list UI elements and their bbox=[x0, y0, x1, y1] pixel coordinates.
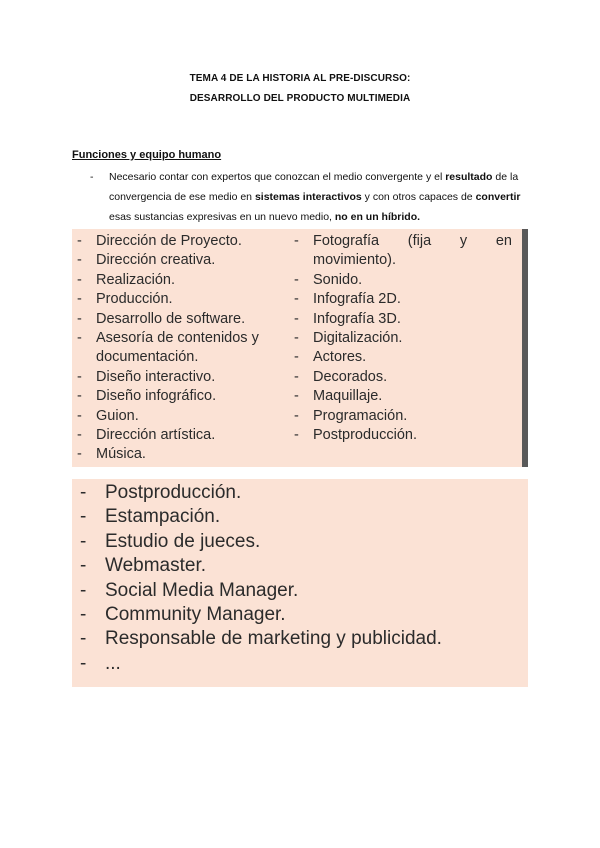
additional-roles-panel bbox=[72, 479, 528, 687]
intro-bold-convertir: convertir bbox=[475, 191, 521, 203]
document-title-line-2: DESARROLLO DEL PRODUCTO MULTIMEDIA bbox=[189, 93, 411, 104]
list-item: - ... bbox=[80, 652, 121, 674]
list-item-continuation: movimiento). bbox=[313, 252, 396, 269]
list-item: - Programación. bbox=[294, 407, 408, 424]
intro-bold-sistemas: sistemas interactivos bbox=[254, 191, 362, 203]
list-item: - Postproducción. bbox=[294, 427, 417, 444]
list-item: - Asesoría de contenidos y bbox=[77, 330, 259, 347]
roles-panel bbox=[72, 229, 528, 467]
list-item: - Dirección creativa. bbox=[77, 252, 216, 269]
list-item: - Maquillaje. bbox=[294, 388, 383, 405]
roles-column-1 bbox=[77, 232, 295, 465]
list-item: - Infografía 3D. bbox=[294, 310, 401, 327]
list-item: - Actores. bbox=[294, 349, 367, 366]
justified-line: Fotografía (fija y en bbox=[313, 233, 512, 249]
panel-side-bar bbox=[522, 229, 528, 467]
section-heading: Funciones y equipo humano bbox=[72, 149, 222, 161]
list-item: - Fotografía (fija y en bbox=[294, 232, 512, 251]
list-item: - Sonido. bbox=[294, 271, 363, 288]
list-item: - Guion. bbox=[77, 407, 139, 424]
intro-text bbox=[109, 167, 530, 227]
list-item: - Responsable de marketing y publicidad. bbox=[80, 628, 442, 650]
intro-bold-hibrido: no en un híbrido. bbox=[334, 211, 421, 223]
list-item: - Diseño infográfico. bbox=[77, 388, 217, 405]
list-item: - Música. bbox=[77, 446, 146, 463]
list-item: - Desarrollo de software. bbox=[77, 310, 246, 327]
additional-roles-list bbox=[80, 481, 442, 676]
roles-column-2 bbox=[294, 232, 512, 445]
list-item: - Estudio de jueces. bbox=[80, 530, 261, 552]
intro-paragraph bbox=[90, 167, 530, 227]
list-item: - Webmaster. bbox=[80, 555, 207, 577]
list-item: - Community Manager. bbox=[80, 604, 286, 626]
intro-text-part: de la convergencia de ese medio en bbox=[109, 171, 519, 203]
list-item: - Postproducción. bbox=[80, 482, 242, 503]
intro-text-part: Necesario contar con expertos que conozcan el medio convergente y el bbox=[109, 171, 446, 183]
list-item-continuation: documentación. bbox=[96, 349, 199, 366]
intro-bullet: - bbox=[90, 171, 94, 183]
list-item: - Producción. bbox=[77, 291, 173, 308]
list-item: - Social Media Manager. bbox=[80, 579, 299, 601]
list-item: - Dirección de Proyecto. bbox=[77, 233, 242, 249]
document-title-line-1: TEMA 4 DE LA HISTORIA AL PRE-DISCURSO: bbox=[189, 73, 411, 84]
intro-bold-resultado: resultado bbox=[445, 171, 493, 183]
list-item: - Decorados. bbox=[294, 368, 388, 385]
list-item: - Infografía 2D. bbox=[294, 291, 401, 308]
list-item: - Estampación. bbox=[80, 506, 221, 528]
intro-text-part: y con otros capaces de bbox=[361, 191, 476, 203]
list-item: - Digitalización. bbox=[294, 330, 403, 347]
intro-text-part: esas sustancias expresivas en un nuevo medio, bbox=[109, 211, 335, 223]
list-item: - Realización. bbox=[77, 271, 175, 288]
list-item: - Diseño interactivo. bbox=[77, 368, 216, 385]
list-item: - Dirección artística. bbox=[77, 427, 216, 444]
